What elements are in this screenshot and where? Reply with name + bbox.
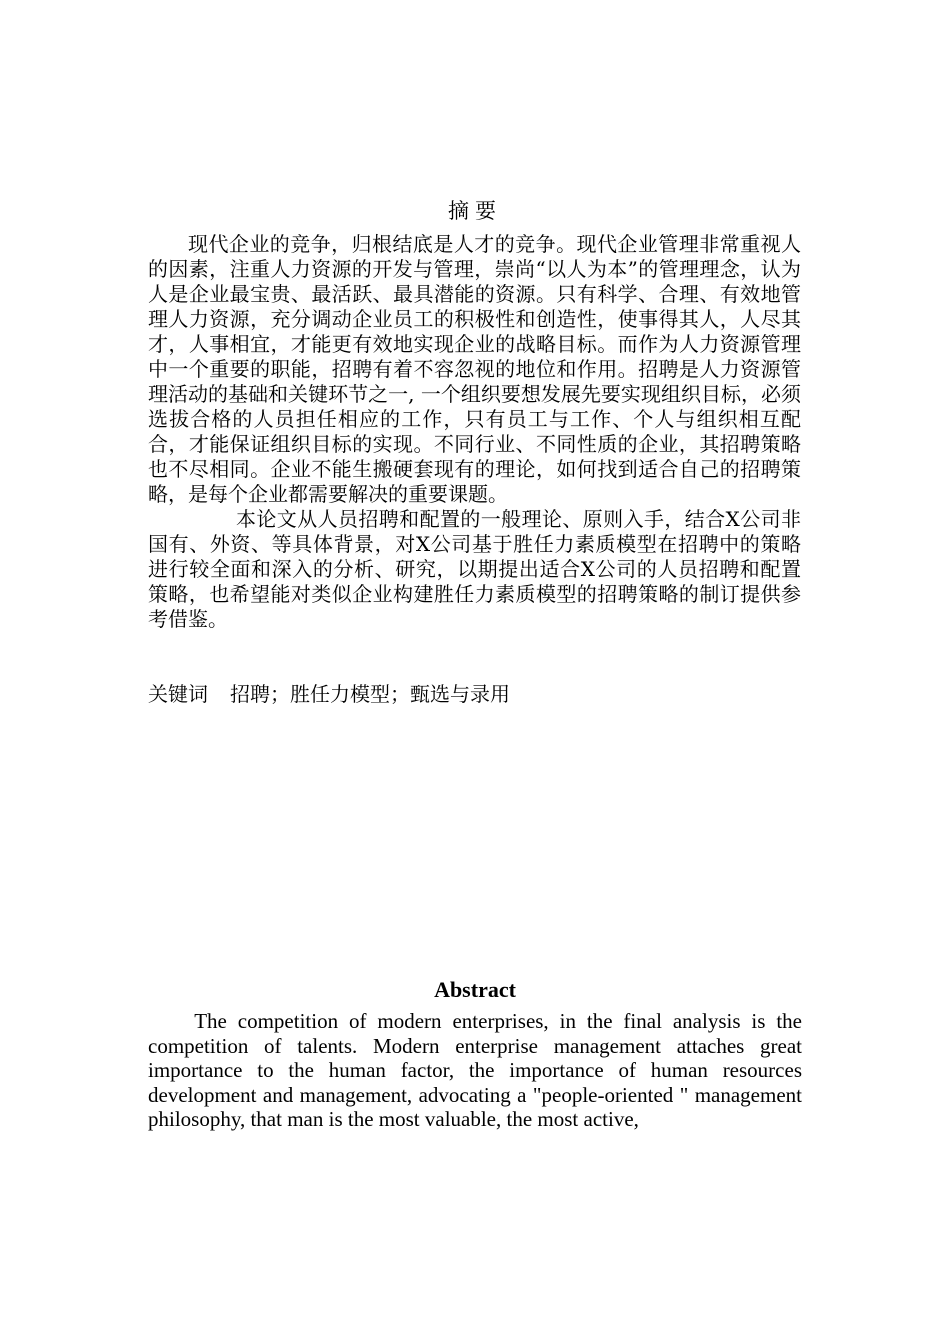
english-abstract-body	[148, 1009, 802, 1132]
english-abstract-title: Abstract	[434, 977, 516, 1002]
chinese-abstract-body	[148, 232, 801, 632]
chinese-abstract-title: 摘要	[448, 199, 502, 223]
chinese-abstract-paragraph-1: 现代企业的竞争，归根结底是人才的竞争。现代企业管理非常重视人的因素，注重人力资源的开发与管理，崇尚“以人为本”的管理理念，认为人是企业最宝贵、最活跃、最具潜能的资源。只有科学、合理、有效地管理人力资源，充分调动企业员工的积极性和创造性，使事得其人，人尽其才，人事相宜，才能更有效地实现企业的战略目标。而作为人力资源管理中一个重要的职能，招聘有着不容忽视的地位和作用。招聘是人力资源管理活动的基础和关键环节之一, 一个组织要想发展先要实现组织目标，必须选拔合格的人员担任相应的工作，只有员工与工作、个人与组织相互配合，才能保证组织目标的实现。不同行业、不同性质的企业，其招聘策略也不尽相同。企业不能生搬硬套现有的理论，如何找到适合自己的招聘策略，是每个企业都需要解决的重要课题。	[148, 232, 801, 506]
chinese-abstract-paragraph-2: 本论文从人员招聘和配置的一般理论、原则入手，结合X公司非国有、外资、等具体背景，对X公司基于胜任力素质模型在招聘中的策略进行较全面和深入的分析、研究，以期提出适合X公司的人员招聘和配置策略，也希望能对类似企业构建胜任力素质模型的招聘策略的制订提供参考借鉴。	[148, 507, 801, 631]
keywords-value: 招聘；胜任力模型；甄选与录用	[230, 682, 510, 706]
keywords-label: 关键词	[148, 682, 208, 706]
chinese-keywords	[148, 680, 801, 708]
english-abstract-paragraph-1: The competition of modern enterprises, in the final analysis is the competition of talents. Modern enterprise management attaches great importance to the human factor, the importance of human resources development and management, advocating a "people-oriented " management philosophy, that man is the most valuable, the most active,	[148, 1009, 802, 1132]
